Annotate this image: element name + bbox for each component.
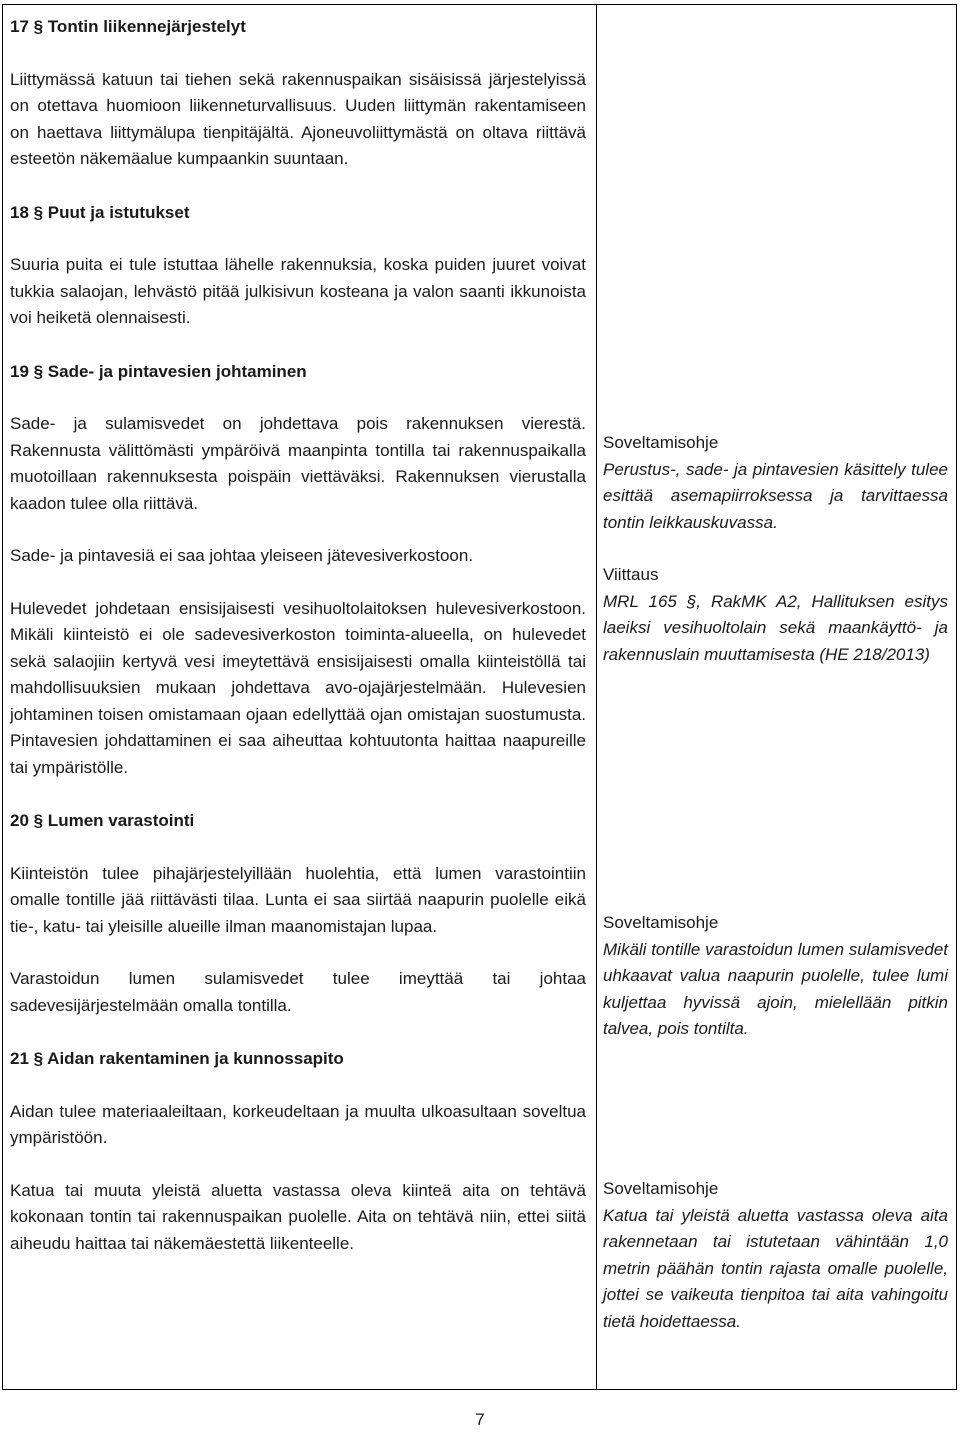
- side-note-text: Mikäli tontille varastoidun lumen sulamisvedet uhkaavat valua naapurin puolelle, tulee lumi kuljettaa hyvissä ajoin, mielellään pitkin talvea, pois tontilta.: [603, 939, 948, 1038]
- section-19-heading: 19 § Sade- ja pintavesien johtaminen: [10, 361, 307, 381]
- section-18-heading: 18 § Puut ja istutukset: [10, 202, 190, 222]
- reference-label: Viittaus: [603, 565, 659, 584]
- section-17-heading: 17 § Tontin liikennejärjestelyt: [10, 17, 246, 36]
- side-note-19: [603, 430, 948, 668]
- main-column: [10, 14, 586, 1257]
- section-19-paragraph-3: Hulevedet johdetaan ensisijaisesti vesihuoltolaitoksen hulevesiverkostoon. Mikäli kiinteistö ei ole sadevesiverkoston toiminta-alueella, on hulevedet sekä salaojiin kertyvä vesi imeytettävä ensisijaisesti omalla kiinteistöllä tai mahdollisuuksien mukaan johdettava avo-ojajärjestelmään. Hulevesien johtaminen toisen omistamaan ojaan edellyttää ojan omistajan suostumusta. Pintavesien johdattaminen ei saa aiheuttaa kohtuutonta haittaa naapureille tai ympäristölle.: [10, 598, 586, 777]
- section-19-paragraph-1: Sade- ja sulamisvedet on johdettava pois rakennuksen vierestä. Rakennusta välittömästi ympäröivä maanpinta tontilla tai rakennuspaikalla muotoillaan rakennuksesta poispäin viettäväksi. Rakennuksen vierustalla kaadon tulee olla riittävä.: [10, 414, 586, 513]
- section-21-paragraph-2: Katua tai muuta yleistä aluetta vastassa oleva kiinteä aita on tehtävä kokonaan tontin tai rakennuspaikan puolelle. Aita on tehtävä niin, ettei siitä aiheudu haittaa tai näkemäestettä liikenteelle.: [10, 1180, 586, 1253]
- section-21-heading: 21 § Aidan rakentaminen ja kunnossapito: [10, 1049, 344, 1068]
- column-divider: [596, 5, 597, 1389]
- side-note-label: Soveltamisohje: [603, 913, 719, 932]
- section-18-paragraph: Suuria puita ei tule istuttaa lähelle rakennuksia, koska puiden juuret voivat tukkia salaojan, lehvästö pitää julkisivun kosteana ja valon saanti ikkunoista voi heiketä olennaisesti.: [10, 255, 586, 327]
- reference-text: MRL 165 §, RakMK A2, Hallituksen esitys laeiksi vesihuoltolain sekä maankäyttö- ja rakennuslain muuttamisesta (HE 218/2013): [603, 591, 948, 664]
- side-note-text: Perustus-, sade- ja pintavesien käsittely tulee esittää asemapiirroksessa ja tarvittaessa tontin leikkauskuvassa.: [603, 459, 948, 532]
- side-note-text: Katua tai yleistä aluetta vastassa oleva aita rakennetaan tai istutetaan vähintään 1,0 metrin päähän tontin rajasta omalle puolelle, jottei se vaikeuta tienpitoa tai aita vahingoitu tietä hoidettaessa.: [603, 1205, 948, 1331]
- side-note-21: [603, 1176, 948, 1335]
- section-20-heading: 20 § Lumen varastointi: [10, 811, 195, 830]
- side-note-label: Soveltamisohje: [603, 1179, 719, 1198]
- section-20-paragraph-1: Kiinteistön tulee pihajärjestelyillään huolehtia, että lumen varastointiin omalle tontille jää riittävästi tilaa. Lunta ei saa siirtää naapurin puolelle eikä tie-, katu- tai yleisille alueille ilman maanomistajan lupaa.: [10, 863, 586, 936]
- side-note-20: [603, 910, 948, 1043]
- section-19-paragraph-2: Sade- ja pintavesiä ei saa johtaa yleiseen jätevesiverkostoon.: [10, 546, 474, 565]
- page-number: 7: [475, 1410, 485, 1429]
- side-note-label: Soveltamisohje: [603, 433, 719, 452]
- section-17-paragraph: Liittymässä katuun tai tiehen sekä rakennuspaikan sisäisissä järjestelyissä on otettava huomioon liikenneturvallisuus. Uuden liittymän rakentamiseen on haettava liittymälupa tienpitäjältä. Ajoneuvoliittymästä on oltava riittävä esteetön näkemäalue kumpaankin suuntaan.: [10, 69, 586, 168]
- section-20-paragraph-2: Varastoidun lumen sulamisvedet tulee imeyttää tai johtaa sadevesijärjestelmään omalla tontilla.: [10, 969, 586, 1015]
- section-21-paragraph-1: Aidan tulee materiaaleiltaan, korkeudeltaan ja muulta ulkoasultaan soveltua ympäristöön.: [10, 1101, 586, 1147]
